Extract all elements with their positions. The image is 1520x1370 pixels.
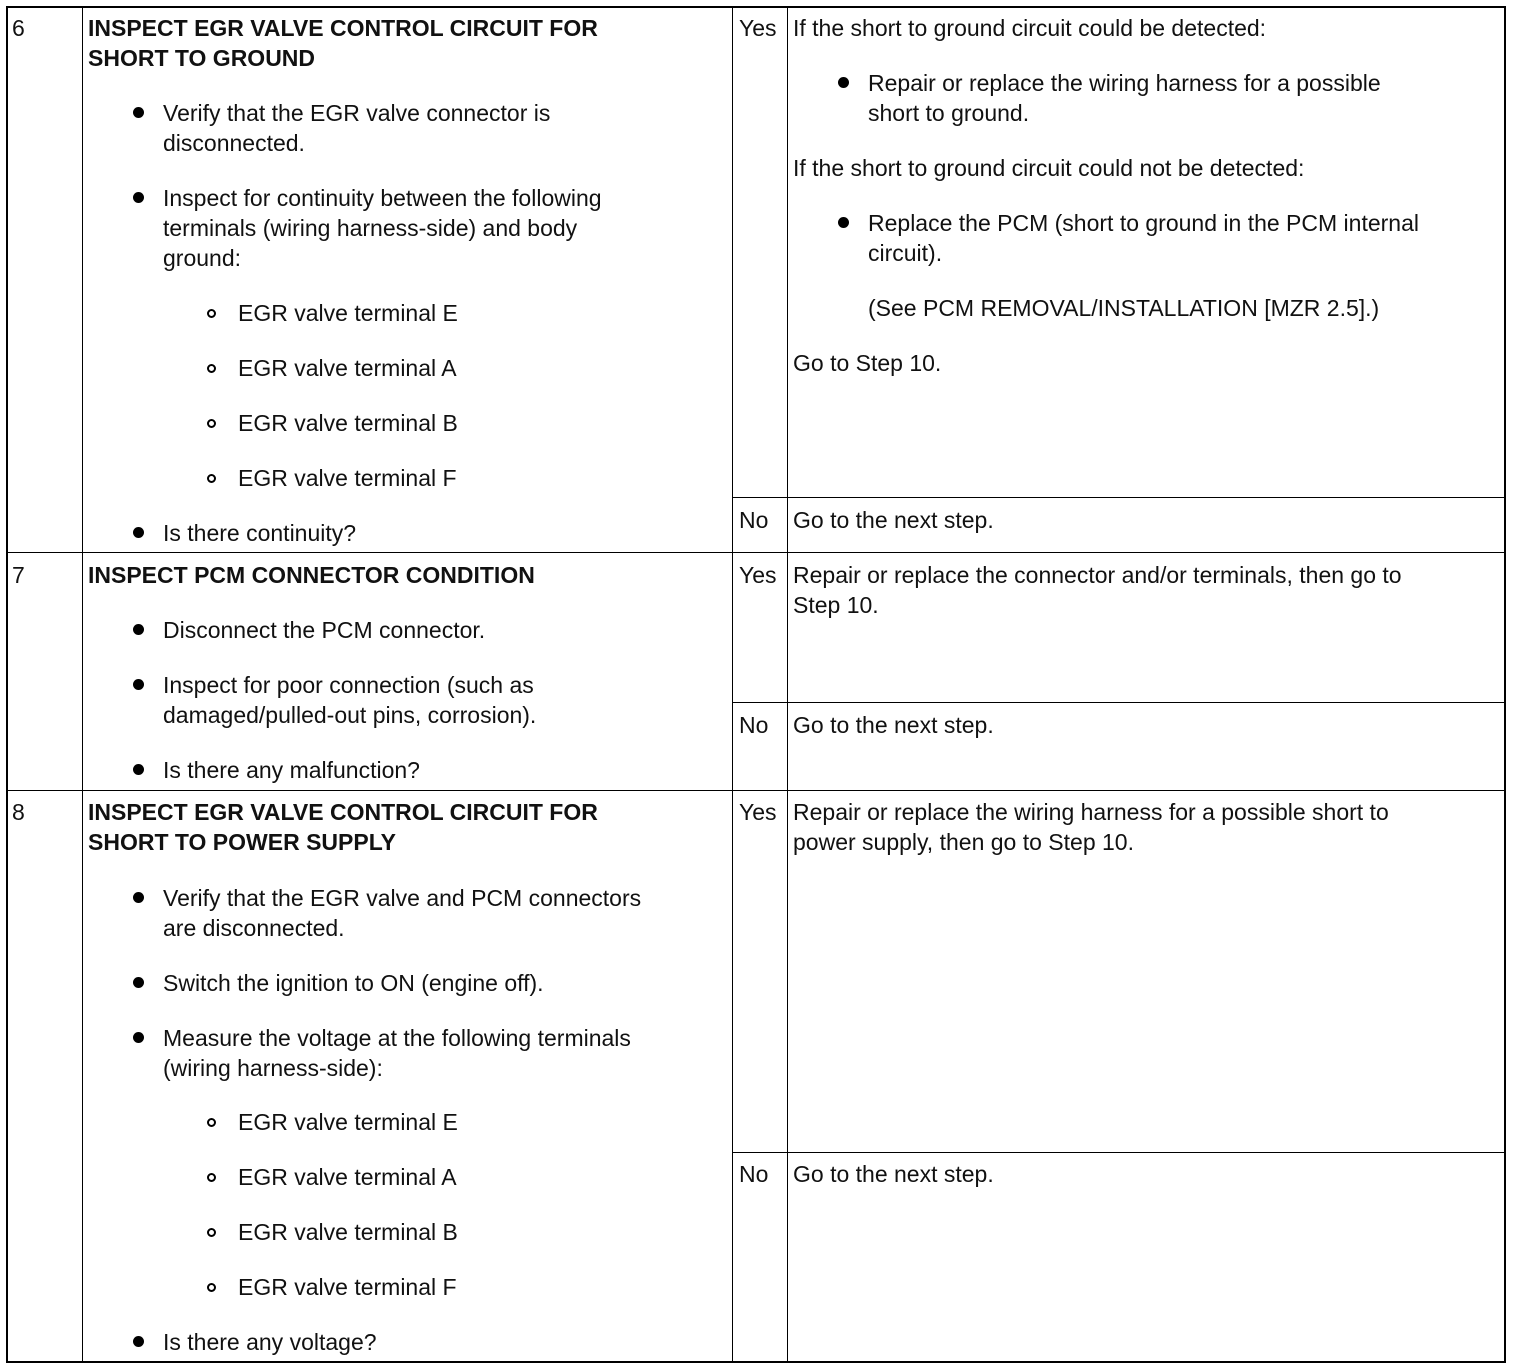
step-title: SHORT TO GROUND — [88, 45, 316, 71]
procedure-text: Measure the voltage at the following terminals — [163, 1025, 631, 1051]
sub-bullet-icon — [207, 474, 216, 483]
bullet-icon — [133, 624, 144, 635]
procedure-text: damaged/pulled-out pins, corrosion). — [163, 702, 537, 728]
action-text: If the short to ground circuit could be detected: — [793, 15, 1267, 41]
action-text: Repair or replace the connector and/or terminals, then go to — [793, 562, 1402, 588]
bullet-icon — [133, 107, 144, 118]
action-text: Go to the next step. — [793, 712, 994, 738]
step-title: SHORT TO POWER SUPPLY — [88, 829, 396, 855]
step-title: INSPECT EGR VALVE CONTROL CIRCUIT FOR — [88, 799, 598, 825]
bullet-icon — [838, 217, 849, 228]
terminal-item: EGR valve terminal E — [238, 1109, 458, 1135]
column-divider — [82, 7, 83, 1362]
action-text: If the short to ground circuit could not be detected: — [793, 155, 1305, 181]
step-title: INSPECT PCM CONNECTOR CONDITION — [88, 562, 535, 588]
procedure-text: are disconnected. — [163, 915, 345, 941]
terminal-item: EGR valve terminal F — [238, 465, 457, 491]
action-text: Replace the PCM (short to ground in the PCM internal — [868, 210, 1419, 236]
no-label: No — [739, 1161, 769, 1187]
procedure-question: Is there continuity? — [163, 520, 357, 546]
action-text: Step 10. — [793, 592, 879, 618]
procedure-question: Is there any voltage? — [163, 1329, 377, 1355]
step-number: 8 — [12, 799, 25, 825]
no-label: No — [739, 507, 769, 533]
action-text: circuit). — [868, 240, 943, 266]
procedure-text: (wiring harness-side): — [163, 1055, 383, 1081]
action-text: Go to the next step. — [793, 1161, 994, 1187]
terminal-item: EGR valve terminal A — [238, 1164, 457, 1190]
row-divider — [7, 790, 1505, 791]
subrow-divider — [732, 702, 1505, 703]
procedure-text: Disconnect the PCM connector. — [163, 617, 486, 643]
yes-label: Yes — [739, 562, 777, 588]
terminal-item: EGR valve terminal F — [238, 1274, 457, 1300]
step-title: INSPECT EGR VALVE CONTROL CIRCUIT FOR — [88, 15, 598, 41]
bullet-icon — [133, 977, 144, 988]
yes-label: Yes — [739, 15, 777, 41]
terminal-item: EGR valve terminal B — [238, 1219, 458, 1245]
terminal-item: EGR valve terminal B — [238, 410, 458, 436]
column-divider — [787, 7, 788, 1362]
procedure-text: ground: — [163, 245, 242, 271]
procedure-text: disconnected. — [163, 130, 305, 156]
procedure-text: Inspect for continuity between the following — [163, 185, 602, 211]
sub-bullet-icon — [207, 1283, 216, 1292]
subrow-divider — [732, 1152, 1505, 1153]
action-text: Go to the next step. — [793, 507, 994, 533]
no-label: No — [739, 712, 769, 738]
bullet-icon — [133, 679, 144, 690]
yes-label: Yes — [739, 799, 777, 825]
terminal-item: EGR valve terminal E — [238, 300, 458, 326]
bullet-icon — [133, 527, 144, 538]
sub-bullet-icon — [207, 364, 216, 373]
row-divider — [7, 552, 1505, 553]
procedure-text: Verify that the EGR valve connector is — [163, 100, 551, 126]
bullet-icon — [133, 892, 144, 903]
procedure-text: Verify that the EGR valve and PCM connectors — [163, 885, 642, 911]
sub-bullet-icon — [207, 1173, 216, 1182]
column-divider — [732, 7, 733, 1362]
procedure-text: Inspect for poor connection (such as — [163, 672, 534, 698]
sub-bullet-icon — [207, 1228, 216, 1237]
procedure-text: terminals (wiring harness-side) and body — [163, 215, 578, 241]
action-text: Repair or replace the wiring harness for a possible short to — [793, 799, 1389, 825]
bullet-icon — [133, 1336, 144, 1347]
bullet-icon — [838, 77, 849, 88]
procedure-question: Is there any malfunction? — [163, 757, 420, 783]
action-text: Repair or replace the wiring harness for a possible — [868, 70, 1381, 96]
step-number: 6 — [12, 15, 25, 41]
action-text: short to ground. — [868, 100, 1030, 126]
sub-bullet-icon — [207, 309, 216, 318]
subrow-divider — [732, 497, 1505, 498]
see-reference: (See PCM REMOVAL/INSTALLATION [MZR 2.5].) — [868, 295, 1380, 321]
sub-bullet-icon — [207, 1118, 216, 1127]
bullet-icon — [133, 192, 144, 203]
sub-bullet-icon — [207, 419, 216, 428]
action-text: power supply, then go to Step 10. — [793, 829, 1134, 855]
step-number: 7 — [12, 562, 25, 588]
procedure-text: Switch the ignition to ON (engine off). — [163, 970, 544, 996]
bullet-icon — [133, 764, 144, 775]
goto-step: Go to Step 10. — [793, 350, 942, 376]
bullet-icon — [133, 1032, 144, 1043]
terminal-item: EGR valve terminal A — [238, 355, 457, 381]
